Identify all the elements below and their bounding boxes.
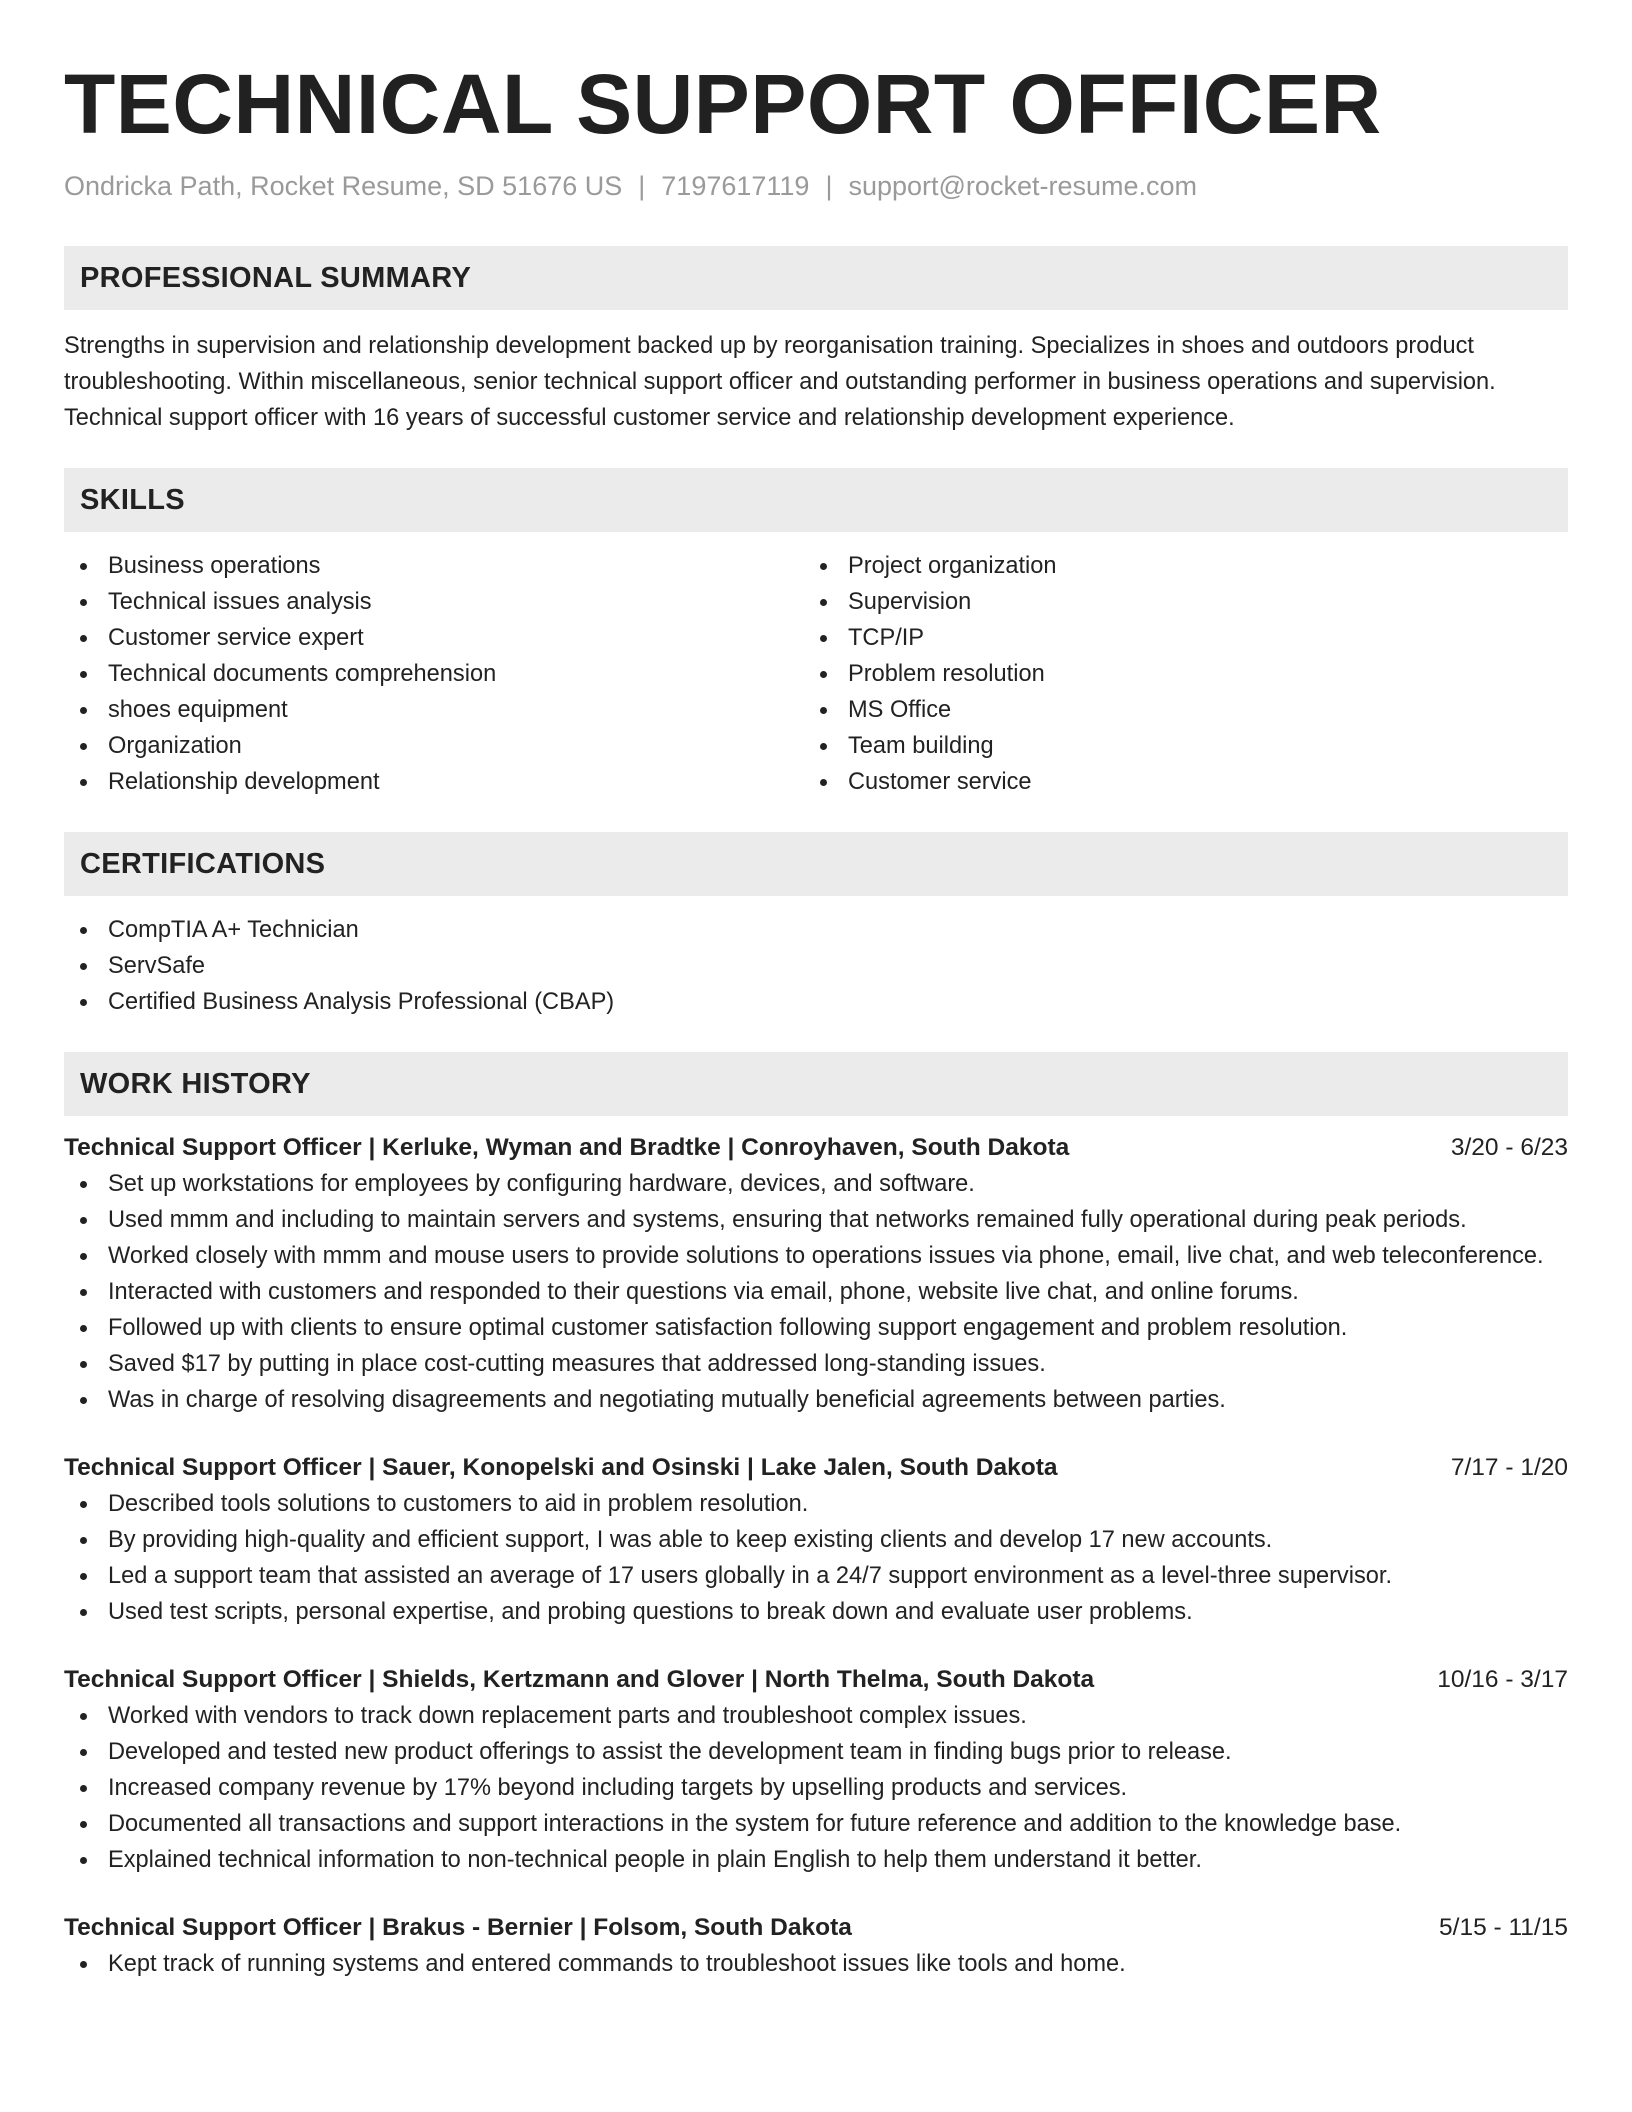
skill-item: Customer service expert [64, 620, 804, 656]
skills-right-column [804, 548, 1544, 800]
skill-item: Supervision [804, 584, 1544, 620]
job-header [64, 1910, 1568, 1946]
job-title: Technical Support Officer | Shields, Kertzmann and Glover | North Thelma, South Dakota [64, 1666, 1095, 1693]
skill-item: MS Office [804, 692, 1544, 728]
skill-item: Technical issues analysis [64, 584, 804, 620]
job-bullets [64, 1486, 1568, 1630]
certification-item: Certified Business Analysis Professional (CBAP) [64, 984, 1568, 1020]
skill-item: Team building [804, 728, 1544, 764]
job-header [64, 1450, 1568, 1486]
certification-item: CompTIA A+ Technician [64, 912, 1568, 948]
job-bullet: Explained technical information to non-technical people in plain English to help them understand it better. [64, 1842, 1568, 1878]
job-bullet: Used mmm and including to maintain servers and systems, ensuring that networks remained fully operational during peak periods. [64, 1202, 1568, 1238]
skill-item: Project organization [804, 548, 1544, 584]
contact-address: Ondricka Path, Rocket Resume, SD 51676 US [64, 171, 623, 201]
job-bullet: Led a support team that assisted an average of 17 users globally in a 24/7 support environment as a level-three supervisor. [64, 1558, 1568, 1594]
job-bullet: Documented all transactions and support interactions in the system for future reference and addition to the knowledge base. [64, 1806, 1568, 1842]
job-dates: 5/15 - 11/15 [1439, 1914, 1568, 1941]
resume-name: TECHNICAL SUPPORT OFFICER [64, 57, 1382, 151]
job-bullet: Was in charge of resolving disagreements and negotiating mutually beneficial agreements between parties. [64, 1382, 1568, 1418]
job-header [64, 1130, 1568, 1166]
job-bullet: Set up workstations for employees by configuring hardware, devices, and software. [64, 1166, 1568, 1202]
skill-item: TCP/IP [804, 620, 1544, 656]
skill-item: Technical documents comprehension [64, 656, 804, 692]
skill-item: shoes equipment [64, 692, 804, 728]
summary-heading: PROFESSIONAL SUMMARY [64, 246, 1568, 310]
summary-text: Strengths in supervision and relationship development backed up by reorganisation training. Specializes in shoes and outdoors product troubleshooting. Within miscellaneous, senior technical support officer and outstanding performer in business operations and supervision. Technical support officer with 16 years of successful customer service and relationship development experience. [64, 333, 1496, 431]
job-dates: 10/16 - 3/17 [1437, 1666, 1568, 1693]
skills-grid [64, 548, 1568, 800]
job-bullet: Worked closely with mmm and mouse users to provide solutions to operations issues via phone, email, live chat, and web teleconference. [64, 1238, 1568, 1274]
contact-email: support@rocket-resume.com [848, 171, 1197, 201]
skills-heading: SKILLS [64, 468, 1568, 532]
job-bullet: Saved $17 by putting in place cost-cutting measures that addressed long-standing issues. [64, 1346, 1568, 1382]
job-dates: 3/20 - 6/23 [1450, 1134, 1568, 1161]
job-bullet: Increased company revenue by 17% beyond including targets by upselling products and services. [64, 1770, 1568, 1806]
skill-item: Customer service [804, 764, 1544, 800]
skills-left-column [64, 548, 804, 800]
job-title: Technical Support Officer | Sauer, Konopelski and Osinski | Lake Jalen, South Dakota [64, 1454, 1058, 1481]
work-history-heading: WORK HISTORY [64, 1052, 1568, 1116]
job-bullets [64, 1946, 1568, 1982]
contact-phone: 7197617119 [661, 171, 810, 201]
job-bullet: Followed up with clients to ensure optimal customer satisfaction following support engagement and problem resolution. [64, 1310, 1568, 1346]
contact-separator: | [825, 171, 833, 201]
job-header [64, 1662, 1568, 1698]
certifications-list [64, 912, 1568, 1020]
contact-line [64, 168, 1568, 204]
certifications-heading: CERTIFICATIONS [64, 832, 1568, 896]
job-bullet: Used test scripts, personal expertise, and probing questions to break down and evaluate user problems. [64, 1594, 1568, 1630]
job-bullet: Developed and tested new product offerings to assist the development team in finding bugs prior to release. [64, 1734, 1568, 1770]
skill-item: Business operations [64, 548, 804, 584]
job-bullet: Kept track of running systems and entered commands to troubleshoot issues like tools and home. [64, 1946, 1568, 1982]
job-bullets [64, 1698, 1568, 1878]
job-title: Technical Support Officer | Brakus - Bernier | Folsom, South Dakota [64, 1914, 852, 1941]
job-bullet: Interacted with customers and responded to their questions via email, phone, website live chat, and online forums. [64, 1274, 1568, 1310]
skill-item: Problem resolution [804, 656, 1544, 692]
job-bullet: Worked with vendors to track down replacement parts and troubleshoot complex issues. [64, 1698, 1568, 1734]
job-bullet: By providing high-quality and efficient support, I was able to keep existing clients and develop 17 new accounts. [64, 1522, 1568, 1558]
contact-separator: | [638, 171, 646, 201]
job-bullets [64, 1166, 1568, 1418]
certification-item: ServSafe [64, 948, 1568, 984]
skill-item: Relationship development [64, 764, 804, 800]
skill-item: Organization [64, 728, 804, 764]
job-dates: 7/17 - 1/20 [1450, 1454, 1568, 1481]
job-bullet: Described tools solutions to customers to aid in problem resolution. [64, 1486, 1568, 1522]
job-title: Technical Support Officer | Kerluke, Wyman and Bradtke | Conroyhaven, South Dakota [64, 1134, 1070, 1161]
